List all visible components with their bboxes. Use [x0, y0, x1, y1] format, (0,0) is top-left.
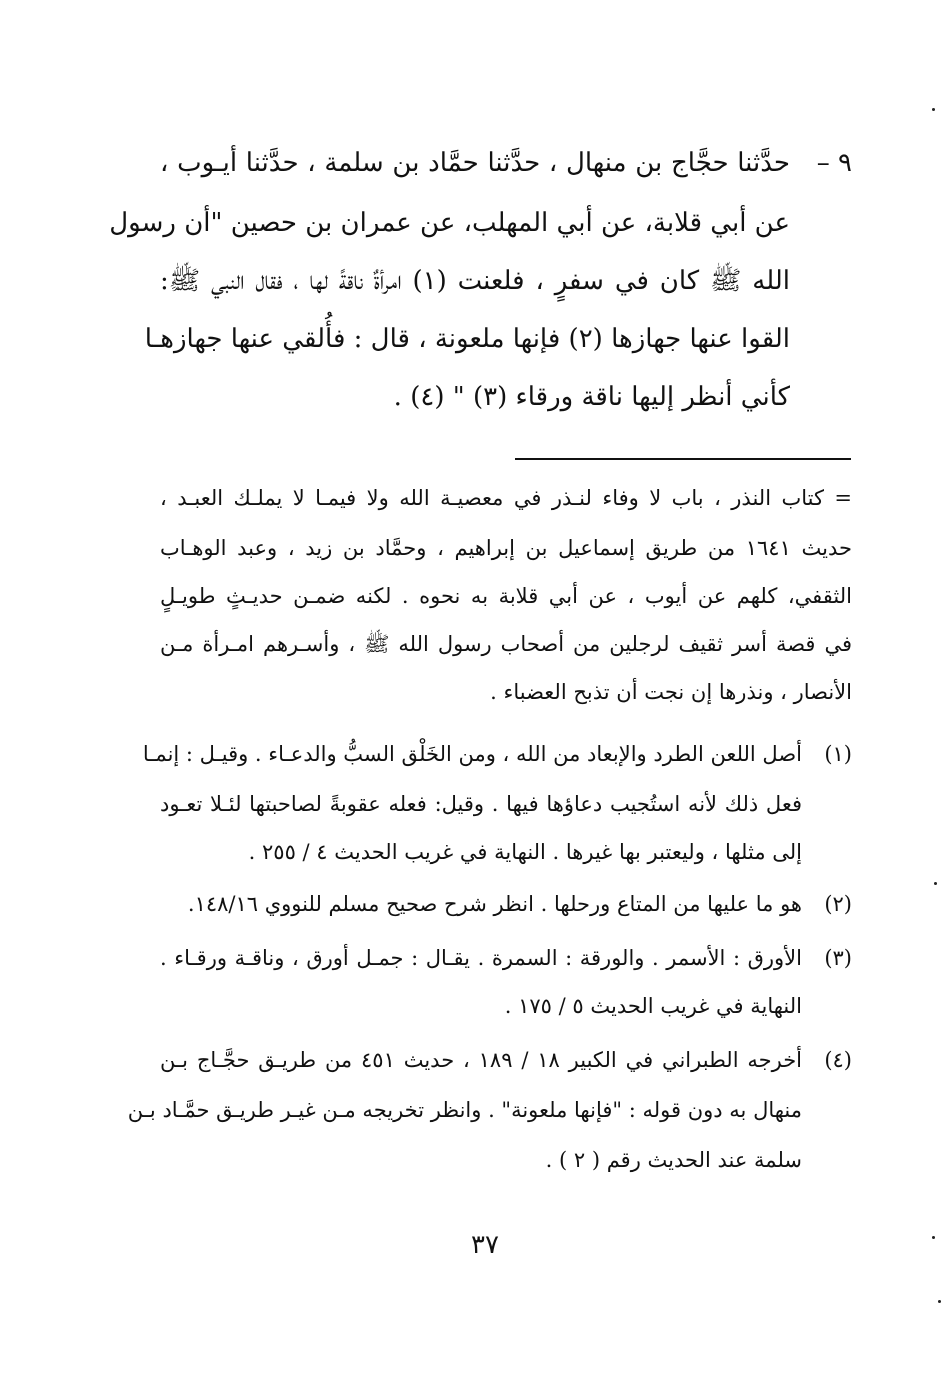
scan-speck: [932, 108, 935, 111]
hadith-text-line: القوا عنها جهازها (٢) فإنها ملعونة ، قال : فأُلقي عنها جهازهـا: [144, 324, 790, 354]
footnote-marker: (٣): [824, 946, 852, 970]
hadith-number: ٩ –: [816, 148, 852, 178]
footnote-marker: (٤): [824, 1048, 852, 1072]
hadith-text-line: الله ﷺ كان في سفرٍ ، فلعنت (١) امرأةٌ ناقةً لها ، فقال النبي ﷺ:: [160, 266, 790, 296]
footnote-line: سلمة عند الحديث رقم ( ٢ ) .: [545, 1148, 802, 1172]
footnote-line: هو ما عليها من المتاع ورحلها . انظر شرح صحيح مسلم للنووي ١٤٨/١٦.: [187, 892, 802, 916]
footnote-continuation-line: حديث ١٦٤١ من طريق إسماعيل بن إبراهيم ، وحمَّاد بن زيد ، وعبد الوهـاب: [160, 536, 852, 560]
footnote-line: النهاية في غريب الحديث ٥ / ١٧٥ .: [504, 994, 802, 1018]
footnote-line: منهال به دون قوله : "فإنها ملعونة" . وانظر تخريجه مـن غيـر طريـق حمَّـاد بـن: [127, 1098, 802, 1122]
hadith-text-line: كأني أنظر إليها ناقة ورقاء (٣) " (٤) .: [393, 382, 790, 412]
footnote-line: أخرجه الطبراني في الكبير ١٨ / ١٨٩ ، حديث ٤٥١ من طريـق حجَّـاج بـن: [160, 1048, 803, 1072]
footnote-continuation-line: في قصة أسر ثقيف لرجلين من أصحاب رسول الله ﷺ ، وأسـرهم امـرأة مـن: [160, 632, 852, 656]
footnote-continuation-line: الأنصار ، ونذرها إن نجت أن تذبح العضباء .: [490, 680, 852, 704]
footnote-marker: (١): [824, 742, 852, 766]
hadith-text-line: حدَّثنا حجَّاج بن منهال ، حدَّثنا حمَّاد بن سلمة ، حدَّثنا أيـوب ،: [160, 148, 790, 178]
footnote-line: فعل ذلك لأنه استُجيب دعاؤها فيها . وقيل: فعله عقوبةً لصاحبتها لئـلا تعـود: [160, 792, 802, 816]
footnote-line: أصل اللعن الطرد والإبعاد من الله ، ومن الخَلْق السبُّ والدعـاء . وقيـل : إنمـا: [142, 742, 802, 766]
scan-speck: [938, 1300, 941, 1303]
scan-speck: [934, 882, 937, 885]
footnote-separator: [515, 458, 851, 460]
page-number: ٣٧: [471, 1230, 499, 1260]
footnote-line: الأورق : الأسمر . والورقة : السمرة . يقـال : جمـل أورق ، وناقـة ورقـاء .: [160, 946, 802, 970]
footnote-marker: (٢): [824, 892, 852, 916]
footnote-continuation-line: الثقفي، كلهم عن أيوب ، عن أبي قلابة به نحوه . لكنه ضمـن حديـثٍ طويـلٍ: [160, 584, 852, 608]
footnote-continuation-line: = كتاب النذر ، باب لا وفاء لنـذر في معصيـة الله ولا فيمـا لا يملـك العبـد ،: [160, 486, 852, 510]
footnote-line: إلى مثلها ، وليعتبر بها غيرها . النهاية في غريب الحديث ٤ / ٢٥٥ .: [248, 840, 802, 864]
scan-speck: [932, 1236, 935, 1239]
hadith-text-line: عن أبي قلابة، عن أبي المهلب، عن عمران بن حصين "أن رسول: [109, 208, 790, 238]
